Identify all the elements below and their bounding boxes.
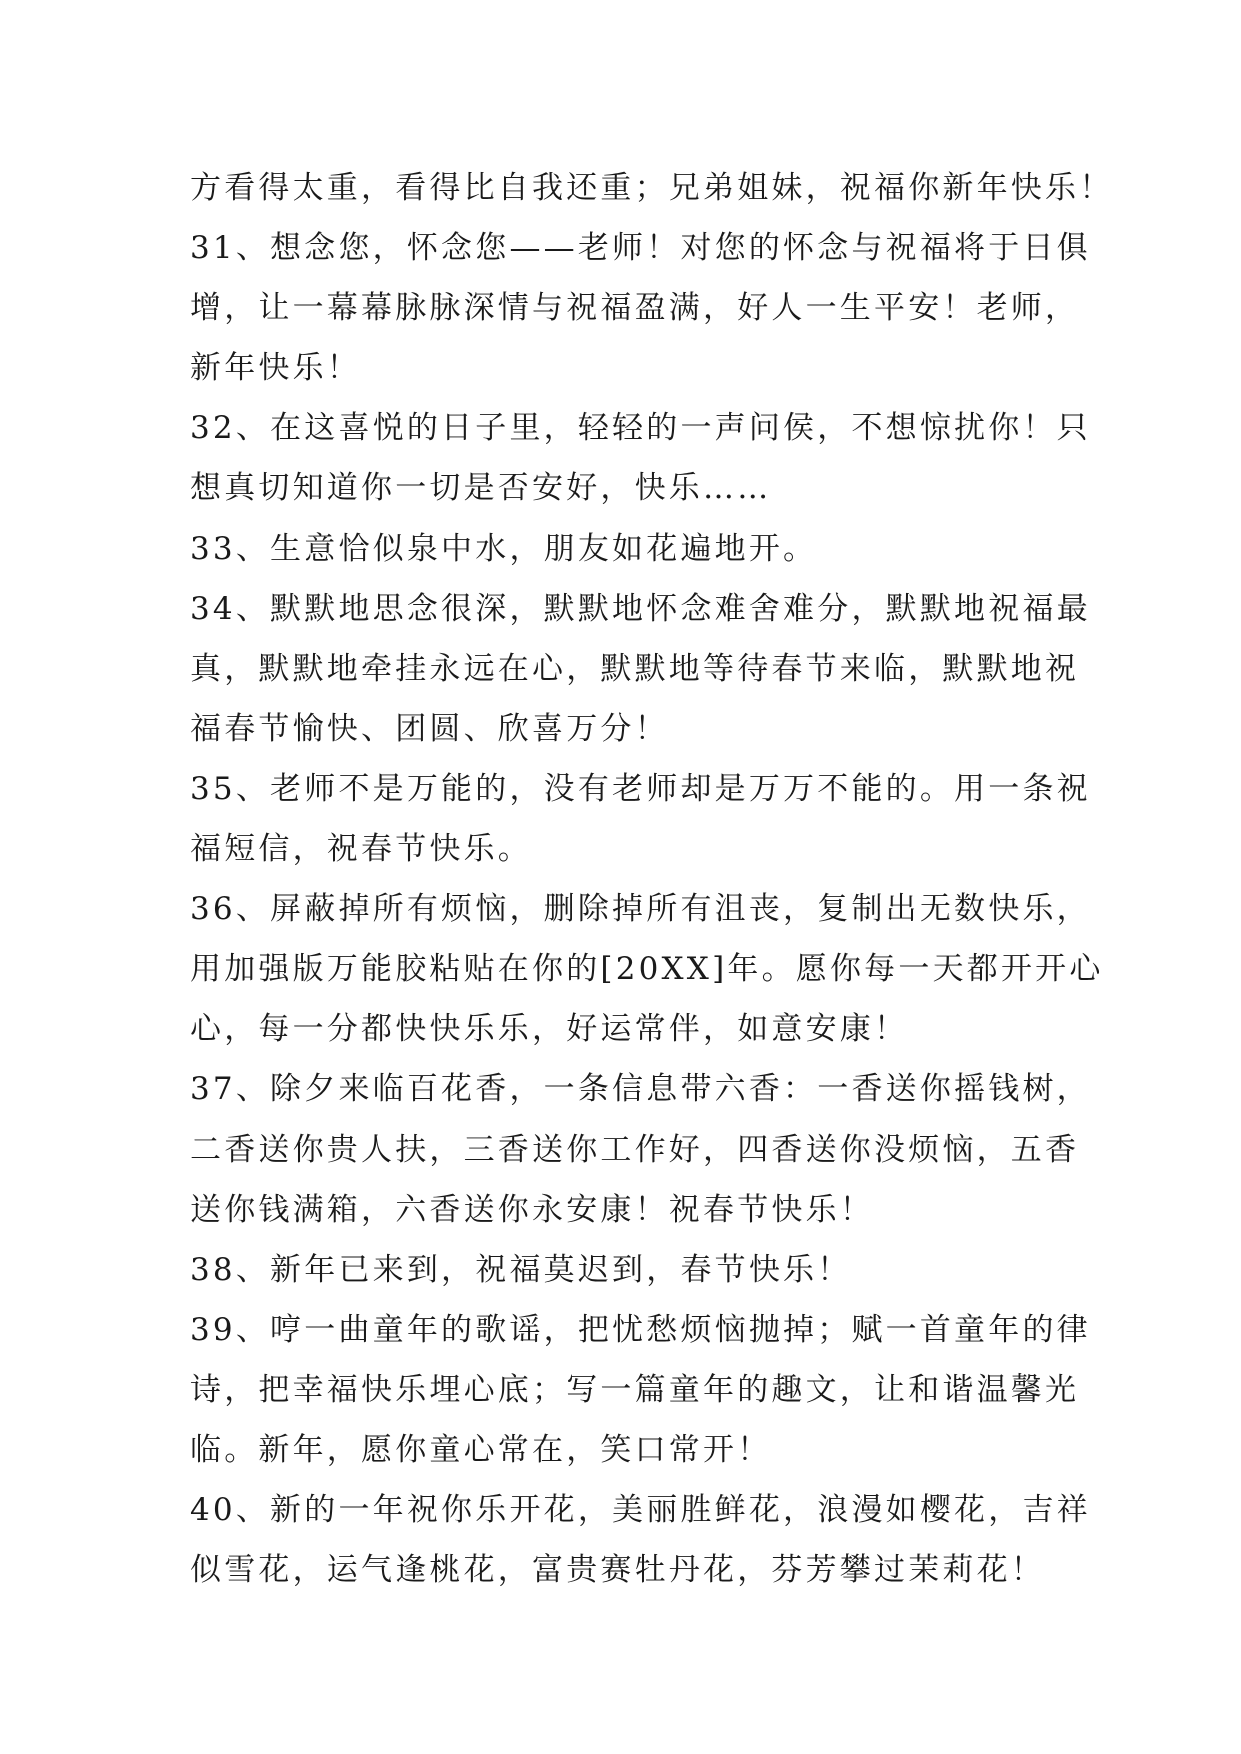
text-line: 送你钱满箱，六香送你永安康！祝春节快乐！ (190, 1191, 874, 1228)
text-line: 38、新年已来到，祝福莫迟到，春节快乐！ (190, 1251, 852, 1288)
text-line: 福春节愉快、团圆、欣喜万分！ (190, 710, 669, 747)
text-line: 34、默默地思念很深，默默地怀念难舍难分，默默地祝福最 (190, 590, 1091, 627)
text-line: 增，让一幕幕脉脉深情与祝福盈满，好人一生平安！老师， (190, 290, 1080, 327)
text-line: 33、生意恰似泉中水，朋友如花遍地开。 (190, 530, 818, 567)
text-line: 32、在这喜悦的日子里，轻轻的一声问侯，不想惊扰你！只 (190, 410, 1091, 447)
text-line: 临。新年，愿你童心常在，笑口常开！ (190, 1431, 772, 1468)
text-line: 新年快乐！ (190, 350, 361, 387)
text-line: 福短信，祝春节快乐。 (190, 831, 532, 868)
text-line: 似雪花，运气逢桃花，富贵赛牡丹花，芬芳攀过茉莉花！ (190, 1552, 1045, 1589)
text-line: 二香送你贵人扶，三香送你工作好，四香送你没烦恼，五香 (190, 1131, 1080, 1168)
text-line: 诗，把幸福快乐埋心底；写一篇童年的趣文，让和谐温馨光 (190, 1371, 1080, 1408)
text-line: 用加强版万能胶粘贴在你的[20XX]年。愿你每一天都开开心 (190, 951, 1104, 988)
text-line: 想真切知道你一切是否安好，快乐…… (190, 470, 772, 507)
text-line: 40、新的一年祝你乐开花，美丽胜鲜花，浪漫如樱花，吉祥 (190, 1492, 1091, 1529)
text-line: 37、除夕来临百花香，一条信息带六香：一香送你摇钱树， (190, 1071, 1091, 1108)
text-line: 39、哼一曲童年的歌谣，把忧愁烦恼抛掉；赋一首童年的律 (190, 1311, 1091, 1348)
text-line: 心，每一分都快快乐乐，好运常伴，如意安康！ (190, 1011, 909, 1048)
document-body (190, 158, 1114, 1600)
text-line: 36、屏蔽掉所有烦恼，删除掉所有沮丧，复制出无数快乐， (190, 891, 1091, 928)
text-line: 真，默默地牵挂永远在心，默默地等待春节来临，默默地祝 (190, 650, 1080, 687)
text-line: 方看得太重，看得比自我还重；兄弟姐妹，祝福你新年快乐！ (190, 170, 1114, 206)
text-line: 31、想念您，怀念您——老师！对您的怀念与祝福将于日俱 (190, 230, 1091, 267)
text-line: 35、老师不是万能的，没有老师却是万万不能的。用一条祝 (190, 770, 1091, 807)
